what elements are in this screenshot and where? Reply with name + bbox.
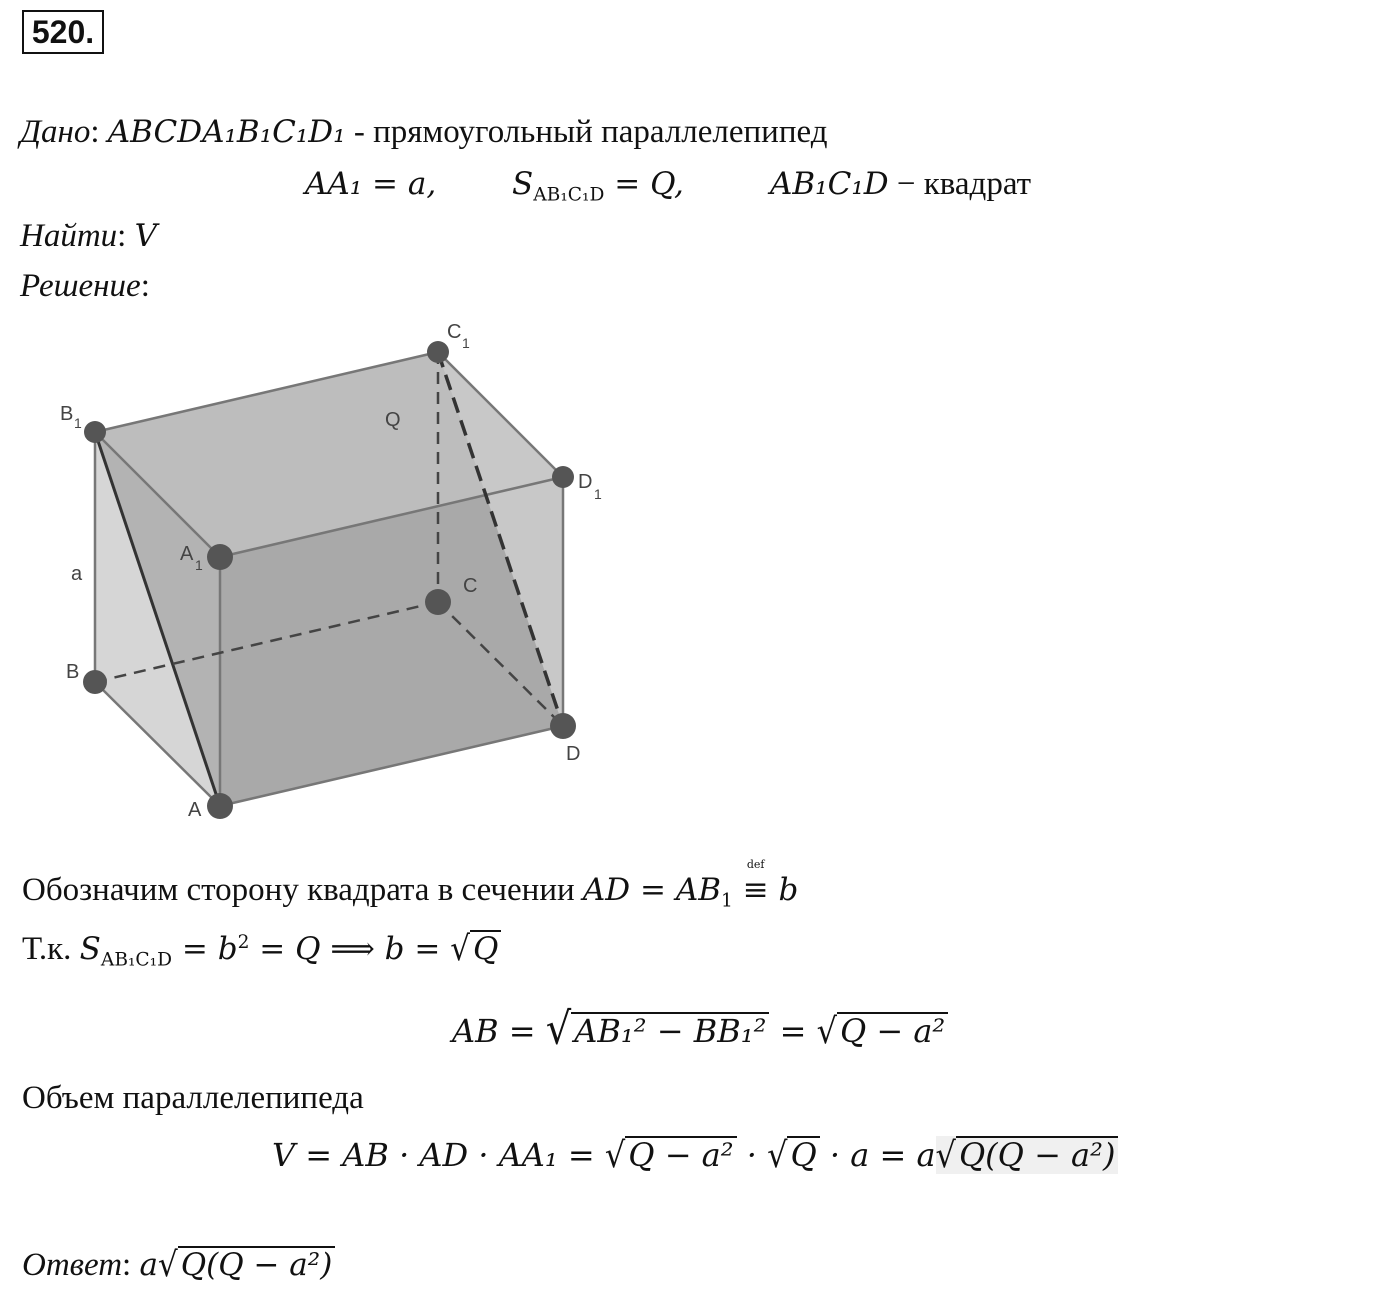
label-face-q: Q <box>385 409 401 431</box>
solution-label: Решение <box>20 268 141 304</box>
given-cond3-name: AB₁C₁D <box>770 166 889 202</box>
vertex-c <box>425 589 451 615</box>
l1-math: AD = $AB_1$ def ≡ b <box>582 858 799 912</box>
parallelepiped-figure <box>40 320 640 840</box>
solution-line-3: AB = √AB₁² − BB₁² = √Q − a² <box>452 1006 948 1052</box>
vertex-c1 <box>427 341 449 363</box>
label-a: A <box>188 799 202 821</box>
label-c1: C <box>447 321 462 343</box>
svg-text:1: 1 <box>462 335 470 351</box>
answer-line: Ответ: a√Q(Q − a²) <box>22 1246 335 1284</box>
given-solid-desc: - прямоугольный параллелепипед <box>353 114 828 150</box>
label-edge-a: a <box>71 563 83 585</box>
answer-value: a√Q(Q − a²) <box>139 1247 335 1283</box>
label-c: C <box>463 575 478 597</box>
given-line: Дано: ABCDA₁B₁C₁D₁ - прямоугольный параллелепипед <box>20 114 828 150</box>
label-b1: B <box>60 403 74 425</box>
label-a1: A <box>180 543 194 565</box>
solution-line-1 <box>22 858 799 912</box>
vertex-a1 <box>207 544 233 570</box>
given-cond3-word: − квадрат <box>888 166 1032 202</box>
given-cond2-sub: AB₁C₁D <box>533 184 605 206</box>
given-label: Дано <box>20 114 91 150</box>
answer-label: Ответ <box>22 1247 123 1283</box>
given-cond3 <box>770 166 1031 203</box>
solution-line-2 <box>22 930 501 971</box>
problem-number: 520. <box>22 10 104 54</box>
label-b: B <box>66 661 80 683</box>
given-cond1: AA₁ = a, <box>305 166 437 202</box>
l2-prefix: Т.к. <box>22 931 80 967</box>
svg-text:1: 1 <box>74 415 82 431</box>
find-value: V <box>134 218 157 254</box>
l2-math: $S_{AB_1C_1D} = b^2 = Q$ ⟹ b = √Q <box>80 931 502 967</box>
vertex-d1 <box>552 466 574 488</box>
given-solid: ABCDA₁B₁C₁D₁ <box>107 114 346 150</box>
solution-line: Решение: <box>20 268 150 304</box>
vertex-d <box>550 713 576 739</box>
label-d: D <box>566 743 581 765</box>
svg-text:1: 1 <box>594 486 602 502</box>
vertex-b1 <box>84 421 106 443</box>
given-cond2-rhs: = Q, <box>604 166 684 202</box>
vertex-b <box>83 670 107 694</box>
svg-text:1: 1 <box>195 557 203 573</box>
given-cond2-s: S <box>512 166 534 202</box>
solution-line-4: Объем параллелепипеда <box>22 1080 364 1116</box>
find-line: Найти: V <box>20 218 157 254</box>
find-label: Найти <box>20 218 118 254</box>
vertex-a <box>207 793 233 819</box>
given-cond2 <box>512 166 684 206</box>
l1-text: Обозначим сторону квадрата в сечении <box>22 872 583 908</box>
solution-line-5: V = AB · AD · AA₁ = √Q − a² · √Q · a = a√Q(Q − a²) <box>272 1136 1118 1174</box>
l3-radicand: AB₁² − BB₁² <box>571 1012 769 1049</box>
def-symbol: def ≡ <box>742 858 769 908</box>
label-d1: D <box>578 471 593 493</box>
